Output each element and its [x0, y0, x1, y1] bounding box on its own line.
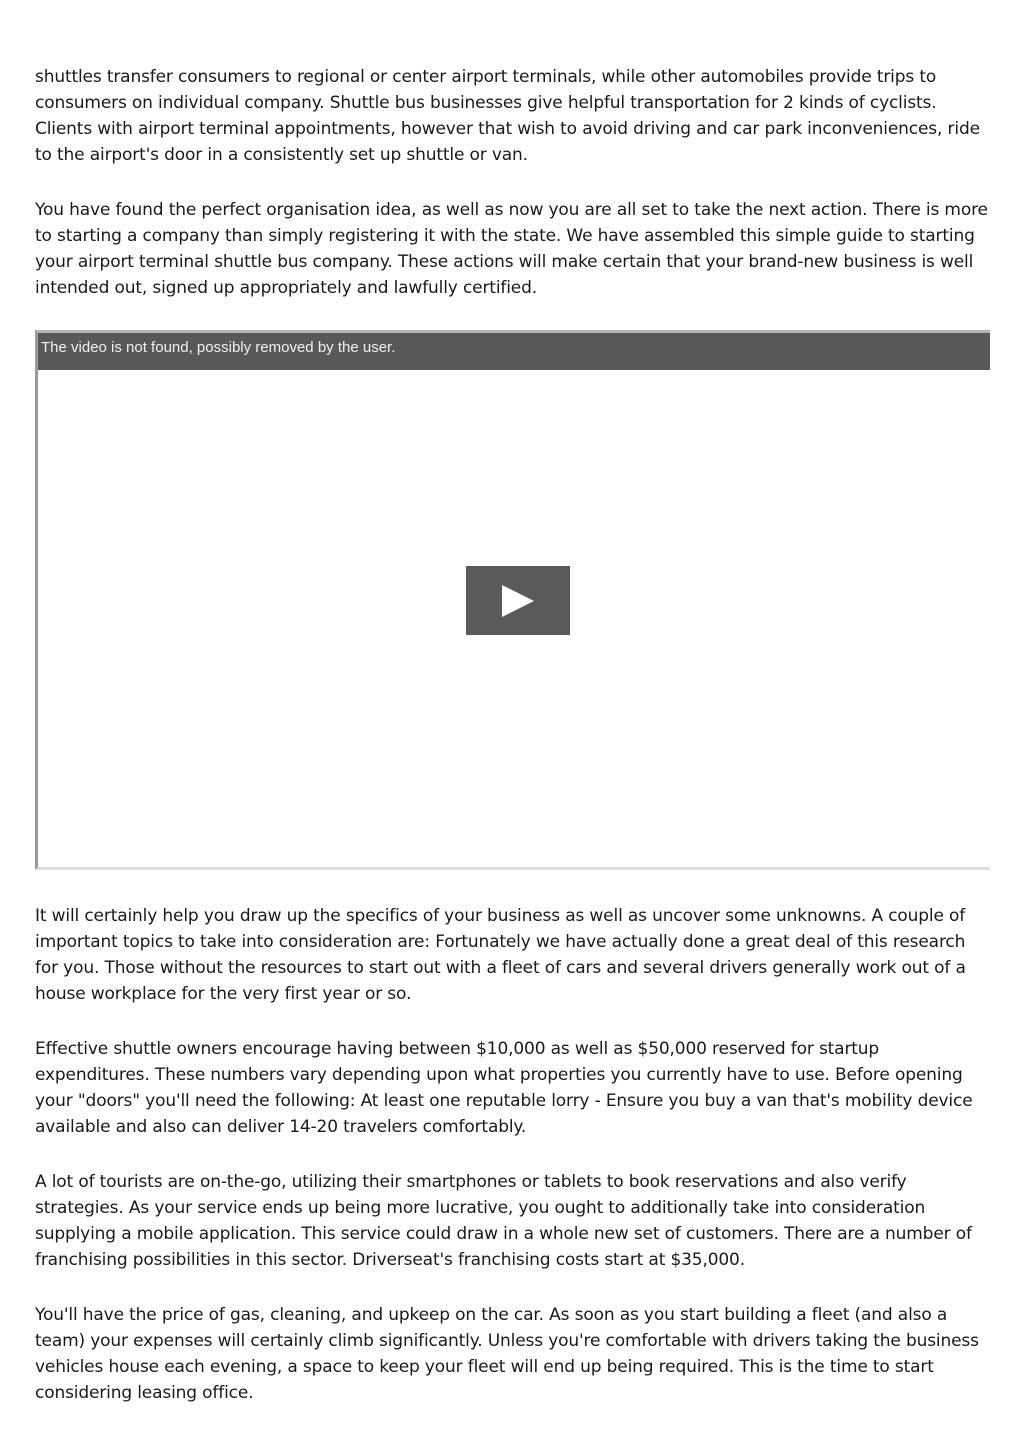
paragraph: Effective shuttle owners encourage having between $10,000 as well as $50,000 reserved for startup expenditures. These numbers vary depending upon what properties you currently have to use. Before opening your "doors" you'll need the following: At least one reputable lorry - Ensure you buy a van that's mobility device available and also can deliver 14-20 travelers comfortably.	[35, 1039, 973, 1137]
paragraph: shuttles transfer consumers to regional or center airport terminals, while other automobiles provide trips to consumers on individual company. Shuttle bus businesses give helpful transportation for 2 kinds of cyclists. Clients with airport terminal appointments, however that wish to avoid driving and car park inconveniences, ride to the airport's door in a consistently set up shuttle or van.	[35, 67, 980, 165]
video-error-bar	[38, 333, 990, 370]
document-body	[35, 64, 990, 1435]
paragraph: It will certainly help you draw up the specifics of your business as well as uncover some unknowns. A couple of important topics to take into consideration are: Fortunately we have actually done a great deal of this research for you. Those without the resources to start out with a fleet of cars and several drivers generally work out of a house workplace for the very first year or so.	[35, 906, 966, 1004]
paragraph: You have found the perfect organisation idea, as well as now you are all set to take the next action. There is more to starting a company than simply registering it with the state. We have assembled this simple guide to starting your airport terminal shuttle bus company. These actions will make certain that your brand-new business is well intended out, signed up appropriately and lawfully certified.	[35, 200, 988, 298]
paragraph: You'll have the price of gas, cleaning, and upkeep on the car. As soon as you start building a fleet (and also a team) your expenses will certainly climb significantly. Unless you're comfortable with drivers taking the business vehicles house each evening, a space to keep your fleet will end up being required. This is the time to start considering leasing office.	[35, 1305, 979, 1403]
video-embed[interactable]	[35, 330, 990, 870]
play-button[interactable]	[466, 566, 570, 635]
play-icon	[500, 583, 536, 619]
video-error-message: The video is not found, possibly removed by the user.	[41, 339, 396, 356]
paragraph: A lot of tourists are on-the-go, utilizing their smartphones or tablets to book reservations and also verify strategies. As your service ends up being more lucrative, you ought to additionally take into consideration supplying a mobile application. This service could draw in a whole new set of customers. There are a number of franchising possibilities in this sector. Driverseat's franchising costs start at $35,000.	[35, 1172, 972, 1270]
